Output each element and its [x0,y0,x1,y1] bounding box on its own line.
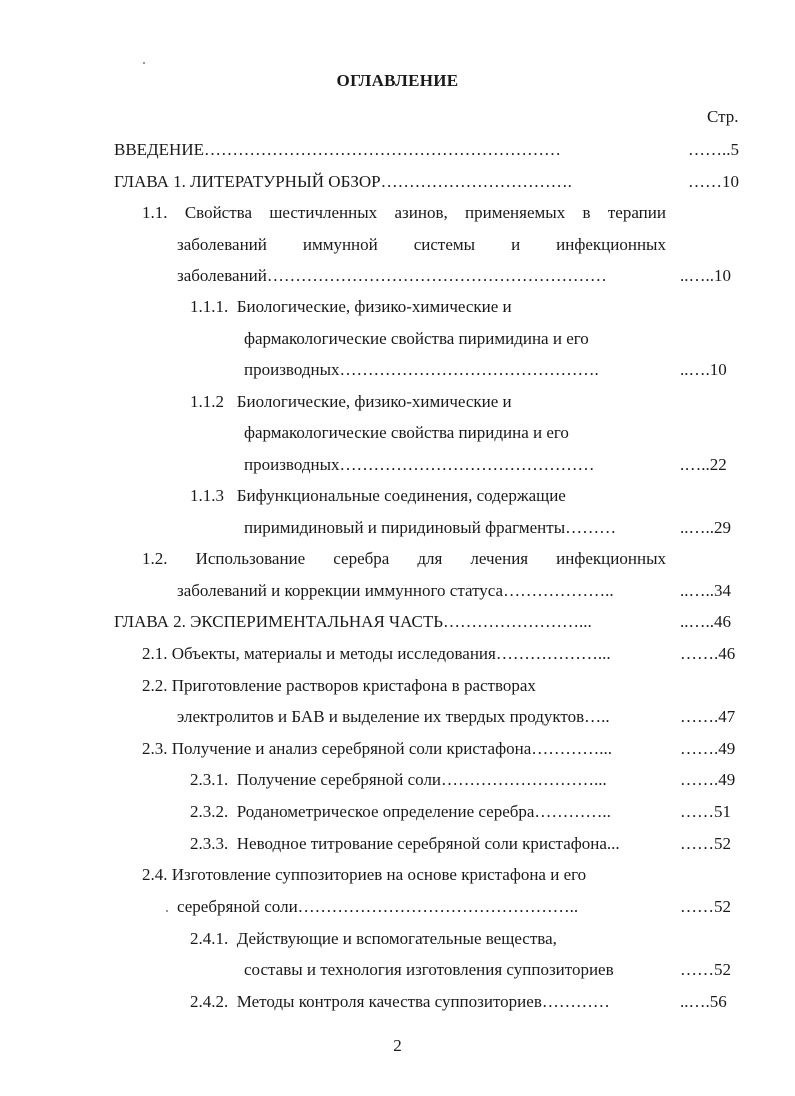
toc-entry-2-3[interactable]: 2.3. Получение и анализ серебряной соли кристафона…………... [142,739,613,758]
scan-speck [166,910,168,912]
toc-entry-1-2-line1[interactable] [142,549,666,569]
toc-word: для [417,549,443,568]
toc-word: терапии [607,203,666,222]
toc-word: системы [413,235,476,254]
toc-entry-2-3-1[interactable]: 2.3.1. Получение серебряной соли………………………... [190,770,607,789]
toc-entry-intro[interactable]: ВВЕДЕНИЕ……………………………………………………… [114,140,561,159]
toc-entry-2-4-line1[interactable]: 2.4. Изготовление суппозиториев на основе кристафона и его [142,865,587,884]
toc-entry-1-1-1-line3[interactable]: производных………………………………………. [244,360,599,379]
toc-entry-2-3-3[interactable]: 2.3.3. Неводное титрование серебряной соли кристафона... [190,834,620,853]
toc-word: Свойства [184,203,252,222]
toc-entry-2-2-line2[interactable]: электролитов и БАВ и выделение их твердых продуктов….. [177,707,610,726]
toc-entry-1-1-3-line1[interactable]: 1.1.3 Бифункциональные соединения, содержащие [190,486,566,505]
toc-entry-1-1-1-line1[interactable]: 1.1.1. Биологические, физико-химические и [190,297,512,316]
page-number: 2 [393,1036,402,1055]
toc-word: шестичленных [269,203,378,222]
toc-entry-2-4-2[interactable]: 2.4.2. Методы контроля качества суппозиториев………… [190,992,610,1011]
toc-word: серебра [333,549,390,568]
toc-page-2-2: …….47 [680,707,736,726]
toc-entry-1-1-2-line2[interactable]: фармакологические свойства пиридина и его [244,423,569,442]
toc-word: и [511,235,521,254]
scan-speck [143,62,145,64]
toc-entry-2-2-line1[interactable]: 2.2. Приготовление растворов кристафона в растворах [142,676,536,695]
toc-entry-1-1-line1[interactable] [142,203,666,223]
toc-entry-2-4-1-line1[interactable]: 2.4.1. Действующие и вспомогательные вещества, [190,929,557,948]
toc-word: в [582,203,591,222]
toc-entry-1-1-2-line1[interactable]: 1.1.2 Биологические, физико-химические и [190,392,512,411]
toc-page-intro: ……..5 [688,140,739,159]
toc-entry-1-2-line2[interactable]: заболеваний и коррекции иммунного статуса……………….. [177,581,614,600]
toc-word: инфекционных [556,549,666,568]
toc-page-2-3: …….49 [680,739,736,758]
toc-entry-1-1-2-line3[interactable]: производных……………………………………… [244,455,595,474]
page-column-label: Стр. [707,107,739,126]
toc-entry-2-3-2[interactable]: 2.3.2. Роданометрическое определение серебра………….. [190,802,611,821]
toc-page-1-1-3: ..…..29 [680,518,731,537]
toc-entry-chapter-1[interactable]: ГЛАВА 1. ЛИТЕРАТУРНЫЙ ОБЗОР……………………………. [114,172,572,191]
toc-page-1-1-2: .…..22 [680,455,727,474]
toc-entry-1-1-line2[interactable] [177,235,666,255]
toc-word: иммунной [302,235,378,254]
toc-page-2-4-1: ……52 [680,960,731,979]
toc-page-1-1: ..…..10 [680,266,731,285]
toc-entry-1-1-line3[interactable]: заболеваний…………………………………………………… [177,266,607,285]
toc-word: лечения [470,549,529,568]
toc-page-1-1-1: ..….10 [680,360,727,379]
toc-word: 1.2. [142,549,168,568]
toc-page-2-3-2: ……51 [680,802,731,821]
toc-page-chapter-2: ..…..46 [680,612,731,631]
toc-word: заболеваний [177,235,267,254]
toc-page-2-3-1: …….49 [680,770,736,789]
toc-word: Использование [195,549,306,568]
toc-entry-1-1-1-line2[interactable]: фармакологические свойства пиримидина и его [244,329,589,348]
toc-page-2-4: ……52 [680,897,731,916]
toc-entry-1-1-3-line2[interactable]: пиримидиновый и пиридиновый фрагменты……… [244,518,617,537]
toc-word: азинов, [394,203,448,222]
toc-page-chapter-1: ……10 [688,172,739,191]
toc-word: 1.1. [142,203,168,222]
toc-page-2-4-2: ..….56 [680,992,727,1011]
toc-page-2-1: …….46 [680,644,736,663]
toc-page-1-2: ..…..34 [680,581,731,600]
toc-entry-chapter-2[interactable]: ГЛАВА 2. ЭКСПЕРИМЕНТАЛЬНАЯ ЧАСТЬ……………………... [114,612,592,631]
toc-heading: ОГЛАВЛЕНИЕ [336,71,459,90]
toc-word: применяемых [465,203,566,222]
toc-entry-2-4-line2[interactable]: серебряной соли………………………………………….. [177,897,579,916]
toc-entry-2-4-1-line2[interactable]: составы и технология изготовления суппозиториев [244,960,614,979]
toc-word: инфекционных [556,235,666,254]
toc-page-2-3-3: ……52 [680,834,731,853]
toc-entry-2-1[interactable]: 2.1. Объекты, материалы и методы исследования………………... [142,644,611,663]
